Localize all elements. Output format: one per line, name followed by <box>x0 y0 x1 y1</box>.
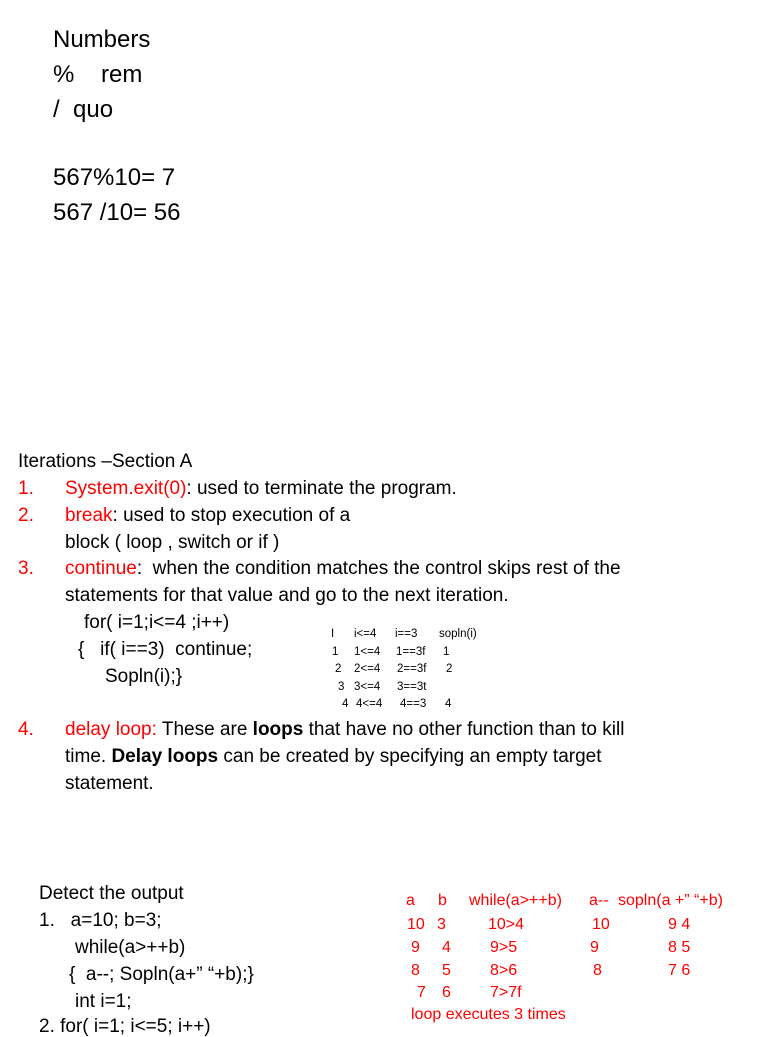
trace-header-i: I <box>331 628 335 640</box>
trace-cell: 4==3 <box>400 698 427 710</box>
trace-cell: 4<=4 <box>356 698 383 710</box>
output-cell: 6 <box>442 984 451 1001</box>
item-3-continuation: statements for that value and go to the next iteration. <box>65 585 509 606</box>
output-cell: 8 <box>411 962 420 979</box>
output-header: b <box>438 892 447 909</box>
trace-cell: 1 <box>332 646 339 658</box>
output-cell: 9 4 <box>668 916 691 933</box>
item-2-continuation: block ( loop , switch or if ) <box>65 532 280 553</box>
output-header: sopln(a +” “+b) <box>618 892 723 909</box>
code-line: int i=1; <box>75 991 132 1012</box>
output-cell: 8>6 <box>490 962 518 979</box>
output-cell: 9>5 <box>490 939 518 956</box>
item-3 <box>65 559 621 578</box>
output-cell: 8 <box>593 962 602 979</box>
trace-cell: 1==3f <box>396 646 426 658</box>
item-4-text: These are <box>156 719 253 740</box>
item-3-text: : when the condition matches the control skips rest of the <box>136 558 621 579</box>
item-4-number: 4. <box>18 719 34 740</box>
item-2-number: 2. <box>18 505 34 526</box>
trace-cell: 3<=4 <box>354 681 381 693</box>
detect-output-heading: Detect the output <box>39 883 184 904</box>
item-4-bold-loops: loops <box>252 719 304 740</box>
output-footer: loop executes 3 times <box>411 1006 566 1023</box>
output-cell: 8 5 <box>668 939 691 956</box>
output-cell: 5 <box>442 962 451 979</box>
code-line-3: Sopln(i);} <box>105 666 183 687</box>
trace-cell: 2 <box>335 663 342 675</box>
trace-cell: 4 <box>445 698 452 710</box>
output-cell: 10 <box>407 916 425 933</box>
item-2-text: : used to stop execution of a <box>112 505 351 526</box>
iterations-heading: Iterations –Section A <box>18 451 193 472</box>
item-4-line-3: statement. <box>65 773 154 794</box>
item-4-line-2 <box>65 747 602 766</box>
trace-cell: 2==3f <box>397 663 427 675</box>
output-cell: 7 6 <box>668 962 691 979</box>
item-1-text: : used to terminate the program. <box>186 478 457 499</box>
code-line-1: for( i=1;i<=4 ;i++) <box>84 612 230 633</box>
trace-cell: 2 <box>446 663 453 675</box>
item-4-term: delay loop: <box>65 719 157 740</box>
division-example: 567 /10= 56 <box>53 199 181 226</box>
code-line-cut: 2. for( i=1; i<=5; i++) <box>39 1016 211 1037</box>
output-cell: 10 <box>592 916 610 933</box>
trace-cell: 3 <box>338 681 345 693</box>
output-header: while(a>++b) <box>469 892 562 909</box>
item-3-number: 3. <box>18 558 34 579</box>
trace-header-cond: i<=4 <box>354 628 377 640</box>
trace-header-print: sopln(i) <box>439 628 477 640</box>
item-4-text: time. <box>65 746 112 767</box>
item-1 <box>65 479 457 498</box>
output-header: a-- <box>589 892 609 909</box>
item-4 <box>65 720 624 739</box>
item-2-term: break <box>65 505 113 526</box>
trace-cell: 4 <box>342 698 349 710</box>
code-line: while(a>++b) <box>75 937 186 958</box>
item-3-term: continue <box>65 558 137 579</box>
output-cell: 4 <box>442 939 451 956</box>
output-cell: 7 <box>417 984 426 1001</box>
code-line: 1. a=10; b=3; <box>39 910 162 931</box>
modulo-example: 567%10= 7 <box>53 164 176 191</box>
trace-cell: 1 <box>443 646 450 658</box>
item-1-number: 1. <box>18 478 34 499</box>
item-4-text: that have no other function than to kill <box>303 719 625 740</box>
trace-header-check: i==3 <box>395 628 418 640</box>
item-2 <box>65 506 350 525</box>
item-1-term: System.exit(0) <box>65 478 187 499</box>
code-line: { a--; Sopln(a+” “+b);} <box>69 964 254 985</box>
numbers-title: Numbers <box>53 26 151 53</box>
item-4-text: can be created by specifying an empty target <box>218 746 602 767</box>
output-cell: 9 <box>411 939 420 956</box>
output-cell: 10>4 <box>488 916 525 933</box>
output-cell: 9 <box>590 939 599 956</box>
rem-line: % rem <box>53 61 143 88</box>
trace-cell: 3==3t <box>397 681 427 693</box>
output-cell: 3 <box>437 916 446 933</box>
output-cell: 7>7f <box>490 984 522 1001</box>
trace-cell: 2<=4 <box>354 663 381 675</box>
code-line-2: { if( i==3) continue; <box>78 639 253 660</box>
quo-line: / quo <box>53 96 114 123</box>
output-header: a <box>406 892 415 909</box>
item-4-bold-delay-loops: Delay loops <box>111 746 219 767</box>
trace-cell: 1<=4 <box>354 646 381 658</box>
